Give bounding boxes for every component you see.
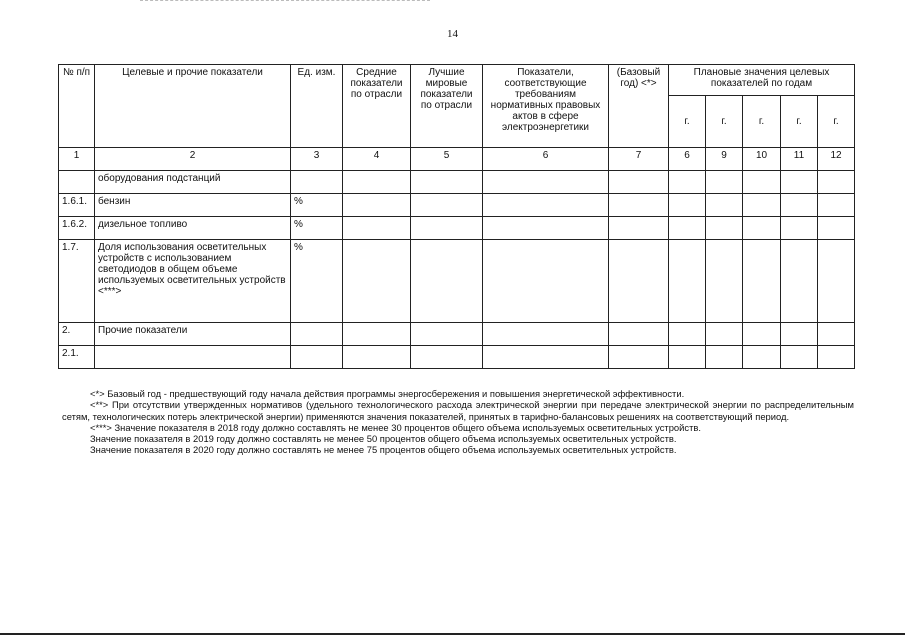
indicators-table — [58, 64, 855, 369]
header-base-year: (Базовый год) <*> — [609, 65, 669, 148]
row-unit: % — [291, 217, 343, 240]
header-num: № п/п — [59, 65, 95, 148]
table-row — [59, 240, 855, 323]
row-num — [59, 171, 95, 194]
year-cell: г. — [781, 96, 818, 148]
row-unit — [291, 346, 343, 369]
table-row — [59, 323, 855, 346]
row-name: дизельное топливо — [95, 217, 291, 240]
row-name: оборудования подстанций — [95, 171, 291, 194]
row-num: 2. — [59, 323, 95, 346]
column-number-row — [59, 148, 855, 171]
col-num: 1 — [59, 148, 95, 171]
row-unit: % — [291, 240, 343, 323]
col-num: 5 — [411, 148, 483, 171]
page-number: 14 — [447, 28, 458, 40]
col-num: 6 — [669, 148, 706, 171]
footnote: Значение показателя в 2020 году должно составлять не менее 75 процентов общего объема используемых осветительных устройств. — [90, 444, 677, 456]
row-num: 1.6.1. — [59, 194, 95, 217]
row-num: 1.6.2. — [59, 217, 95, 240]
row-unit — [291, 171, 343, 194]
year-cell: г. — [706, 96, 743, 148]
col-num: 7 — [609, 148, 669, 171]
bottom-border — [0, 633, 905, 635]
row-name — [95, 346, 291, 369]
footnote: <**> При отсутствии утвержденных нормативов (удельного технологического расхода электрической энергии при передаче электрической энергии по распределительным сетям, технологических потерь электрической энергии) применяются значения показателей, принятых в тарифно-балансовых решениях на соответствующий период. — [62, 399, 854, 422]
header-unit: Ед. изм. — [291, 65, 343, 148]
row-num: 1.7. — [59, 240, 95, 323]
header-regulatory: Показатели, соответствующие требованиям нормативных правовых актов в сфере электроэнергетики — [483, 65, 609, 148]
footnote: Значение показателя в 2019 году должно составлять не менее 50 процентов общего объема используемых осветительных устройств. — [90, 433, 677, 445]
col-num: 6 — [483, 148, 609, 171]
header-average: Средние показатели по отрасли — [343, 65, 411, 148]
col-num: 4 — [343, 148, 411, 171]
year-cell: г. — [818, 96, 855, 148]
row-num: 2.1. — [59, 346, 95, 369]
header-best: Лучшие мировые показатели по отрасли — [411, 65, 483, 148]
col-num: 12 — [818, 148, 855, 171]
table-row — [59, 217, 855, 240]
footnote: <*> Базовый год - предшествующий году начала действия программы энергосбережения и повышения энергетической эффективности. — [90, 388, 685, 399]
year-cell: г. — [669, 96, 706, 148]
year-cell: г. — [743, 96, 781, 148]
row-name: бензин — [95, 194, 291, 217]
col-num: 11 — [781, 148, 818, 171]
table-row — [59, 171, 855, 194]
footnote: <***> Значение показателя в 2018 году должно составлять не менее 30 процентов общего объема используемых осветительных устройств. — [90, 421, 701, 433]
header-row — [59, 65, 855, 96]
table-row — [59, 346, 855, 369]
table-row — [59, 194, 855, 217]
row-name: Доля использования осветительных устройств с использованием светодиодов в общем объеме используемых осветительных устройств <***> — [95, 240, 291, 323]
header-planned: Плановые значения целевых показателей по годам — [669, 65, 855, 96]
col-num: 10 — [743, 148, 781, 171]
col-num: 2 — [95, 148, 291, 171]
header-indicators: Целевые и прочие показатели — [95, 65, 291, 148]
row-unit: % — [291, 194, 343, 217]
footnotes — [62, 388, 854, 456]
row-unit — [291, 323, 343, 346]
scan-artifact-line — [140, 0, 430, 2]
row-name: Прочие показатели — [95, 323, 291, 346]
col-num: 9 — [706, 148, 743, 171]
col-num: 3 — [291, 148, 343, 171]
